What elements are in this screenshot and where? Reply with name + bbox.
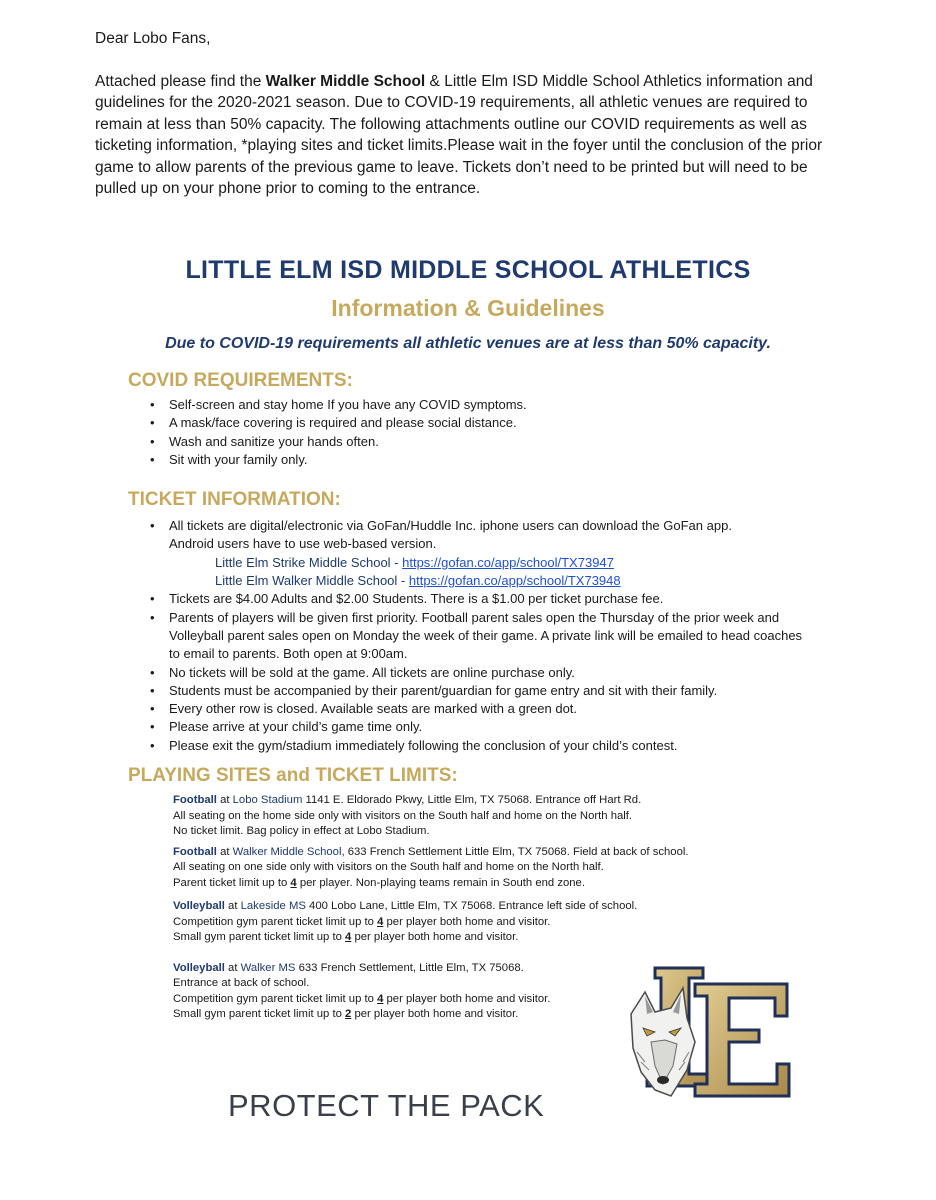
covid-item: • A mask/face covering is required and please social distance. — [169, 414, 808, 432]
site-venue: Walker MS — [240, 961, 296, 974]
site-at: at — [224, 961, 241, 974]
site-line — [173, 845, 808, 861]
site-address: 400 Lobo Lane, Little Elm, TX 75068. Entrance left side of school. — [305, 900, 638, 913]
site-lakeside-ms — [128, 899, 808, 946]
ticket-item: • Please exit the gym/stadium immediately following the conclusion of your child’s contest. — [169, 737, 808, 755]
ticket-limit: 4 — [377, 992, 384, 1005]
gofan-link-strike — [169, 554, 808, 572]
site-venue: Lakeside MS — [240, 900, 306, 913]
flyer-title: LITTLE ELM ISD MIDDLE SCHOOL ATHLETICS — [185, 256, 751, 284]
site-text: per player. Non-playing teams remain in South end zone. — [296, 876, 585, 889]
letter-intro: Attached please find the — [95, 72, 266, 90]
site-text: per player both home and visitor. — [383, 915, 551, 928]
site-text: Small gym parent ticket limit up to — [173, 1008, 346, 1021]
le-wolf-logo — [625, 962, 795, 1102]
covid-item: • Wash and sanitize your hands often. — [169, 433, 808, 451]
gofan-url-walker[interactable]: https://gofan.co/app/school/TX73948 — [408, 573, 621, 589]
logo-letter-e — [695, 984, 789, 1096]
sites-heading: PLAYING SITES and TICKET LIMITS: — [128, 765, 458, 787]
site-venue: Walker Middle School — [232, 845, 342, 858]
gofan-link-walker — [169, 572, 808, 590]
flyer-subtitle: Information & Guidelines — [331, 295, 605, 321]
ticket-item: • Every other row is closed. Available seats are marked with a green dot. — [169, 700, 808, 718]
protect-the-pack-slogan: PROTECT THE PACK — [228, 1088, 545, 1123]
letter-body: & Little Elm ISD Middle School Athletics information and guidelines for the 2020-2021 season. Due to COVID-19 requirements, all athletic venues are required to remain at less than 50% capacity. The following attachments outline our COVID requirements as well as ticketing information, *playing sites and ticket limits.Please wait in the foyer until the conclusion of the prior game to allow parents of the previous game to leave. Tickets don’t need to be printed but will need to be pulled up on your phone prior to coming to the entrance. — [95, 72, 823, 197]
site-at: at — [224, 900, 241, 913]
ticket-heading: TICKET INFORMATION: — [128, 489, 341, 511]
site-line: Entrance at back of school. — [173, 977, 310, 990]
site-text: per player both home and visitor. — [383, 992, 551, 1005]
site-sport: Football — [173, 794, 217, 807]
gofan-url-strike[interactable]: https://gofan.co/app/school/TX73947 — [402, 554, 614, 570]
letter-paragraph — [95, 71, 835, 200]
ticket-item: • Tickets are $4.00 Adults and $2.00 Students. There is a $1.00 per ticket purchase fee. — [169, 590, 808, 608]
link-school-label: Little Elm Strike Middle School - — [215, 554, 403, 570]
site-line — [173, 793, 808, 809]
covid-item: • Sit with your family only. — [169, 451, 808, 469]
ticket-limit: 4 — [345, 931, 352, 944]
site-text: Small gym parent ticket limit up to — [173, 931, 346, 944]
site-text: Parent ticket limit up to — [173, 876, 291, 889]
site-text: per player both home and visitor. — [351, 1008, 519, 1021]
covid-list — [128, 396, 808, 469]
covid-heading: COVID REQUIREMENTS: — [128, 370, 353, 391]
ticket-item: • Please arrive at your child’s game time only. — [169, 718, 808, 736]
ticket-list — [128, 517, 808, 755]
ticket-item: • Students must be accompanied by their parent/guardian for game entry and sit with their family. — [169, 682, 808, 700]
site-address: 1141 E. Eldorado Pkwy, Little Elm, TX 75068. Entrance off Hart Rd. — [302, 794, 642, 807]
site-line — [173, 930, 808, 946]
site-at: at — [216, 845, 233, 858]
ticket-limit: 2 — [345, 1008, 352, 1021]
link-school-label: Little Elm Walker Middle School - — [215, 573, 409, 589]
site-at: at — [216, 794, 233, 807]
site-line: No ticket limit. Bag policy in effect at Lobo Stadium. — [173, 825, 430, 838]
ticket-item-line: Android users have to use web-based version. — [169, 536, 437, 552]
athletics-flyer — [128, 250, 808, 1023]
ticket-item: • Parents of players will be given first priority. Football parent sales open the Thursday of the prior week and Volleyball parent sales open on Monday the week of their game. A private link will be emailed to head coaches to email to parents. Both open at 9:00am. — [169, 609, 808, 664]
ticket-limit: 4 — [290, 876, 297, 889]
covid-item: • Self-screen and stay home If you have any COVID symptoms. — [169, 396, 808, 414]
cover-letter — [95, 28, 835, 221]
site-sport: Football — [173, 845, 217, 858]
site-line: All seating on the home side only with visitors on the South half and home on the North half. — [173, 809, 633, 822]
site-address: 633 French Settlement, Little Elm, TX 75068. — [295, 961, 524, 974]
ticket-limit: 4 — [377, 915, 384, 928]
site-text: Competition gym parent ticket limit up to — [173, 915, 378, 928]
site-walker-field — [128, 845, 808, 892]
site-venue: Lobo Stadium — [232, 794, 303, 807]
site-line — [173, 899, 808, 915]
site-line — [173, 915, 808, 931]
ticket-item — [169, 517, 808, 590]
flyer-capacity-notice: Due to COVID-19 requirements all athletic venues are at less than 50% capacity. — [165, 335, 771, 352]
site-sport: Volleyball — [173, 900, 225, 913]
ticket-item: • No tickets will be sold at the game. All tickets are online purchase only. — [169, 664, 808, 682]
letter-school-name: Walker Middle School — [265, 72, 426, 90]
site-sport: Volleyball — [173, 961, 225, 974]
site-address: , 633 French Settlement Little Elm, TX 75068. Field at back of school. — [341, 845, 689, 858]
site-lobo-stadium — [128, 793, 808, 840]
site-line — [173, 876, 808, 892]
letter-greeting: Dear Lobo Fans, — [95, 30, 211, 47]
ticket-item-line: • All tickets are digital/electronic via GoFan/Huddle Inc. iphone users can download the GoFan app. — [169, 518, 732, 534]
site-line: All seating on one side only with visitors on the South half and home on the North half. — [173, 861, 604, 874]
site-text: Competition gym parent ticket limit up to — [173, 992, 378, 1005]
site-text: per player both home and visitor. — [351, 931, 519, 944]
